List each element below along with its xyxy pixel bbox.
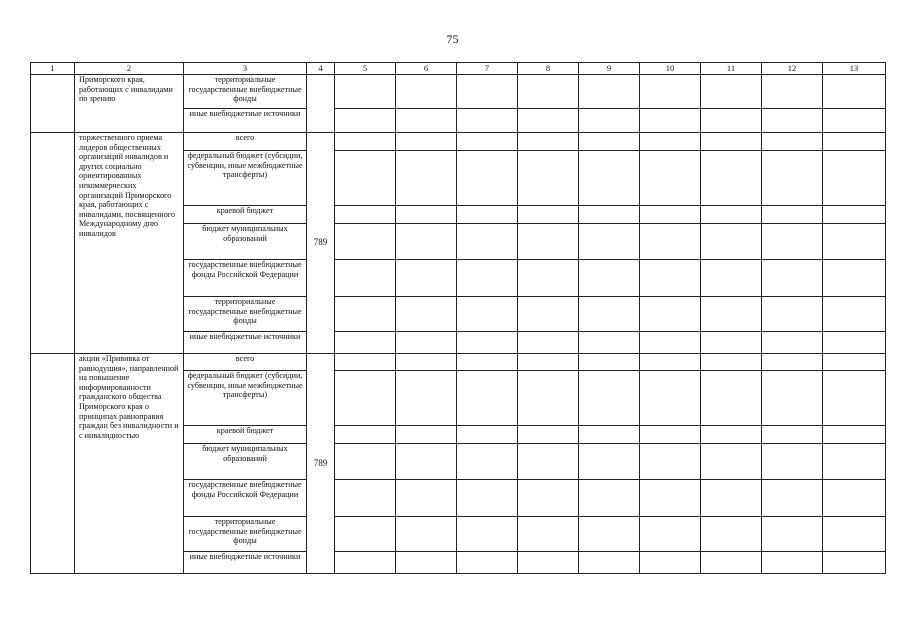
data-cell — [579, 332, 640, 354]
data-cell — [457, 206, 518, 224]
data-cell — [640, 444, 701, 480]
data-cell — [762, 75, 823, 109]
table-row — [31, 354, 886, 371]
data-cell — [762, 517, 823, 552]
data-cell — [823, 480, 886, 517]
funding-source: государственные внебюджетные фонды Российской Федерации — [184, 260, 307, 297]
data-cell — [335, 552, 396, 574]
event-description: акции «Прививка от равнодушия», направленной на повышение информированности гражданского общества Приморского края о принципах равноправия граждан без инвалидности и с инвалидностью — [75, 354, 184, 574]
data-cell — [518, 444, 579, 480]
data-cell — [823, 332, 886, 354]
data-cell — [823, 206, 886, 224]
cell-empty — [31, 133, 75, 354]
data-cell — [640, 75, 701, 109]
data-cell — [518, 332, 579, 354]
col-header: 1 — [31, 63, 75, 75]
data-cell — [335, 371, 396, 426]
data-cell — [457, 224, 518, 260]
data-cell — [640, 151, 701, 206]
data-cell — [701, 444, 762, 480]
data-cell — [823, 354, 886, 371]
data-cell — [335, 426, 396, 444]
code-cell: 789 — [307, 133, 335, 354]
data-cell — [762, 444, 823, 480]
data-cell — [640, 371, 701, 426]
data-cell — [579, 109, 640, 133]
funding-source: краевой бюджет — [184, 426, 307, 444]
data-cell — [762, 552, 823, 574]
data-cell — [762, 224, 823, 260]
data-cell — [335, 206, 396, 224]
data-cell — [762, 133, 823, 151]
code-cell: 789 — [307, 354, 335, 574]
data-cell — [701, 75, 762, 109]
data-cell — [518, 480, 579, 517]
data-cell — [335, 151, 396, 206]
data-cell — [579, 260, 640, 297]
data-cell — [457, 151, 518, 206]
col-header: 6 — [396, 63, 457, 75]
data-cell — [396, 297, 457, 332]
data-cell — [396, 133, 457, 151]
data-cell — [396, 552, 457, 574]
funding-source: территориальные государственные внебюджетные фонды — [184, 517, 307, 552]
col-header: 11 — [701, 63, 762, 75]
data-cell — [518, 151, 579, 206]
data-cell — [396, 206, 457, 224]
data-cell — [335, 109, 396, 133]
data-cell — [518, 260, 579, 297]
data-cell — [518, 354, 579, 371]
data-cell — [396, 371, 457, 426]
data-cell — [457, 426, 518, 444]
funding-source: федеральный бюджет (субсидии, субвенции, иные межбюджетные трансферты) — [184, 371, 307, 426]
col-header: 13 — [823, 63, 886, 75]
data-cell — [396, 354, 457, 371]
data-cell — [701, 354, 762, 371]
data-cell — [640, 133, 701, 151]
data-cell — [396, 480, 457, 517]
data-cell — [640, 206, 701, 224]
budget-table — [30, 62, 886, 574]
data-cell — [518, 297, 579, 332]
data-cell — [579, 75, 640, 109]
data-cell — [579, 151, 640, 206]
data-cell — [457, 354, 518, 371]
data-cell — [701, 332, 762, 354]
data-cell — [823, 444, 886, 480]
funding-source: бюджет муниципальных образований — [184, 444, 307, 480]
data-cell — [457, 444, 518, 480]
data-cell — [457, 297, 518, 332]
funding-source: территориальные государственные внебюджетные фонды — [184, 75, 307, 109]
data-cell — [823, 133, 886, 151]
data-cell — [396, 151, 457, 206]
col-header: 3 — [184, 63, 307, 75]
funding-source: краевой бюджет — [184, 206, 307, 224]
data-cell — [701, 371, 762, 426]
header-row — [31, 63, 886, 75]
data-cell — [762, 297, 823, 332]
data-cell — [762, 371, 823, 426]
funding-source: территориальные государственные внебюджетные фонды — [184, 297, 307, 332]
funding-source: иные внебюджетные источники — [184, 109, 307, 133]
data-cell — [457, 109, 518, 133]
data-cell — [762, 206, 823, 224]
data-cell — [396, 332, 457, 354]
data-cell — [640, 109, 701, 133]
data-cell — [823, 151, 886, 206]
col-header: 2 — [75, 63, 184, 75]
data-cell — [518, 75, 579, 109]
data-cell — [640, 552, 701, 574]
data-cell — [701, 552, 762, 574]
data-cell — [640, 426, 701, 444]
data-cell — [701, 133, 762, 151]
table-row — [31, 75, 886, 109]
cell-empty — [31, 75, 75, 133]
col-header: 8 — [518, 63, 579, 75]
data-cell — [823, 260, 886, 297]
data-cell — [823, 517, 886, 552]
data-cell — [335, 332, 396, 354]
data-cell — [701, 109, 762, 133]
funding-source: бюджет муниципальных образований — [184, 224, 307, 260]
data-cell — [701, 260, 762, 297]
data-cell — [823, 75, 886, 109]
data-cell — [823, 426, 886, 444]
data-cell — [701, 206, 762, 224]
data-cell — [457, 332, 518, 354]
data-cell — [640, 354, 701, 371]
data-cell — [823, 552, 886, 574]
data-cell — [335, 297, 396, 332]
table-row — [31, 133, 886, 151]
data-cell — [701, 151, 762, 206]
funding-source: иные внебюджетные источники — [184, 552, 307, 574]
data-cell — [396, 426, 457, 444]
data-cell — [579, 552, 640, 574]
data-cell — [518, 426, 579, 444]
data-cell — [335, 480, 396, 517]
data-cell — [457, 517, 518, 552]
data-cell — [335, 133, 396, 151]
data-cell — [396, 75, 457, 109]
page-number: 75 — [446, 32, 459, 46]
data-cell — [640, 297, 701, 332]
data-cell — [579, 297, 640, 332]
col-header: 4 — [307, 63, 335, 75]
data-cell — [579, 224, 640, 260]
data-cell — [640, 224, 701, 260]
code-cell — [307, 75, 335, 133]
data-cell — [335, 75, 396, 109]
data-cell — [396, 260, 457, 297]
data-cell — [579, 133, 640, 151]
data-cell — [701, 517, 762, 552]
data-cell — [518, 224, 579, 260]
data-cell — [823, 297, 886, 332]
data-cell — [457, 133, 518, 151]
data-cell — [762, 151, 823, 206]
data-cell — [579, 371, 640, 426]
data-cell — [701, 426, 762, 444]
data-cell — [457, 75, 518, 109]
data-cell — [579, 480, 640, 517]
data-cell — [457, 552, 518, 574]
data-cell — [518, 371, 579, 426]
funding-source: всего — [184, 354, 307, 371]
data-cell — [335, 444, 396, 480]
data-cell — [579, 517, 640, 552]
data-cell — [579, 206, 640, 224]
data-cell — [457, 371, 518, 426]
data-cell — [762, 109, 823, 133]
data-cell — [762, 260, 823, 297]
data-cell — [823, 109, 886, 133]
data-cell — [457, 480, 518, 517]
data-cell — [762, 426, 823, 444]
funding-source: всего — [184, 133, 307, 151]
data-cell — [579, 354, 640, 371]
col-header: 5 — [335, 63, 396, 75]
data-cell — [823, 224, 886, 260]
data-cell — [335, 517, 396, 552]
col-header: 9 — [579, 63, 640, 75]
data-cell — [701, 480, 762, 517]
data-cell — [579, 426, 640, 444]
data-cell — [762, 354, 823, 371]
data-cell — [518, 206, 579, 224]
data-cell — [762, 480, 823, 517]
data-cell — [518, 109, 579, 133]
data-cell — [579, 444, 640, 480]
cell-empty — [31, 354, 75, 574]
data-cell — [518, 552, 579, 574]
data-cell — [457, 260, 518, 297]
data-cell — [701, 297, 762, 332]
data-cell — [335, 224, 396, 260]
data-cell — [335, 354, 396, 371]
data-cell — [640, 260, 701, 297]
col-header: 10 — [640, 63, 701, 75]
col-header: 12 — [762, 63, 823, 75]
data-cell — [518, 517, 579, 552]
data-cell — [335, 260, 396, 297]
data-cell — [823, 371, 886, 426]
data-cell — [701, 224, 762, 260]
col-header: 7 — [457, 63, 518, 75]
event-description: торжественного приема лидеров общественных организаций инвалидов и других социально ориентированных некоммерческих организаций Приморского края, работающих с инвалидами, посвященного Международному дню инвалидов — [75, 133, 184, 354]
data-cell — [396, 109, 457, 133]
data-cell — [396, 517, 457, 552]
data-cell — [640, 332, 701, 354]
funding-source: иные внебюджетные источники — [184, 332, 307, 354]
data-cell — [640, 480, 701, 517]
data-cell — [762, 332, 823, 354]
event-description: Приморского края, работающих с инвалидами по зрению — [75, 75, 184, 133]
data-cell — [396, 224, 457, 260]
funding-source: государственные внебюджетные фонды Российской Федерации — [184, 480, 307, 517]
data-cell — [518, 133, 579, 151]
funding-source: федеральный бюджет (субсидии, субвенции, иные межбюджетные трансферты) — [184, 151, 307, 206]
data-cell — [396, 444, 457, 480]
data-cell — [640, 517, 701, 552]
